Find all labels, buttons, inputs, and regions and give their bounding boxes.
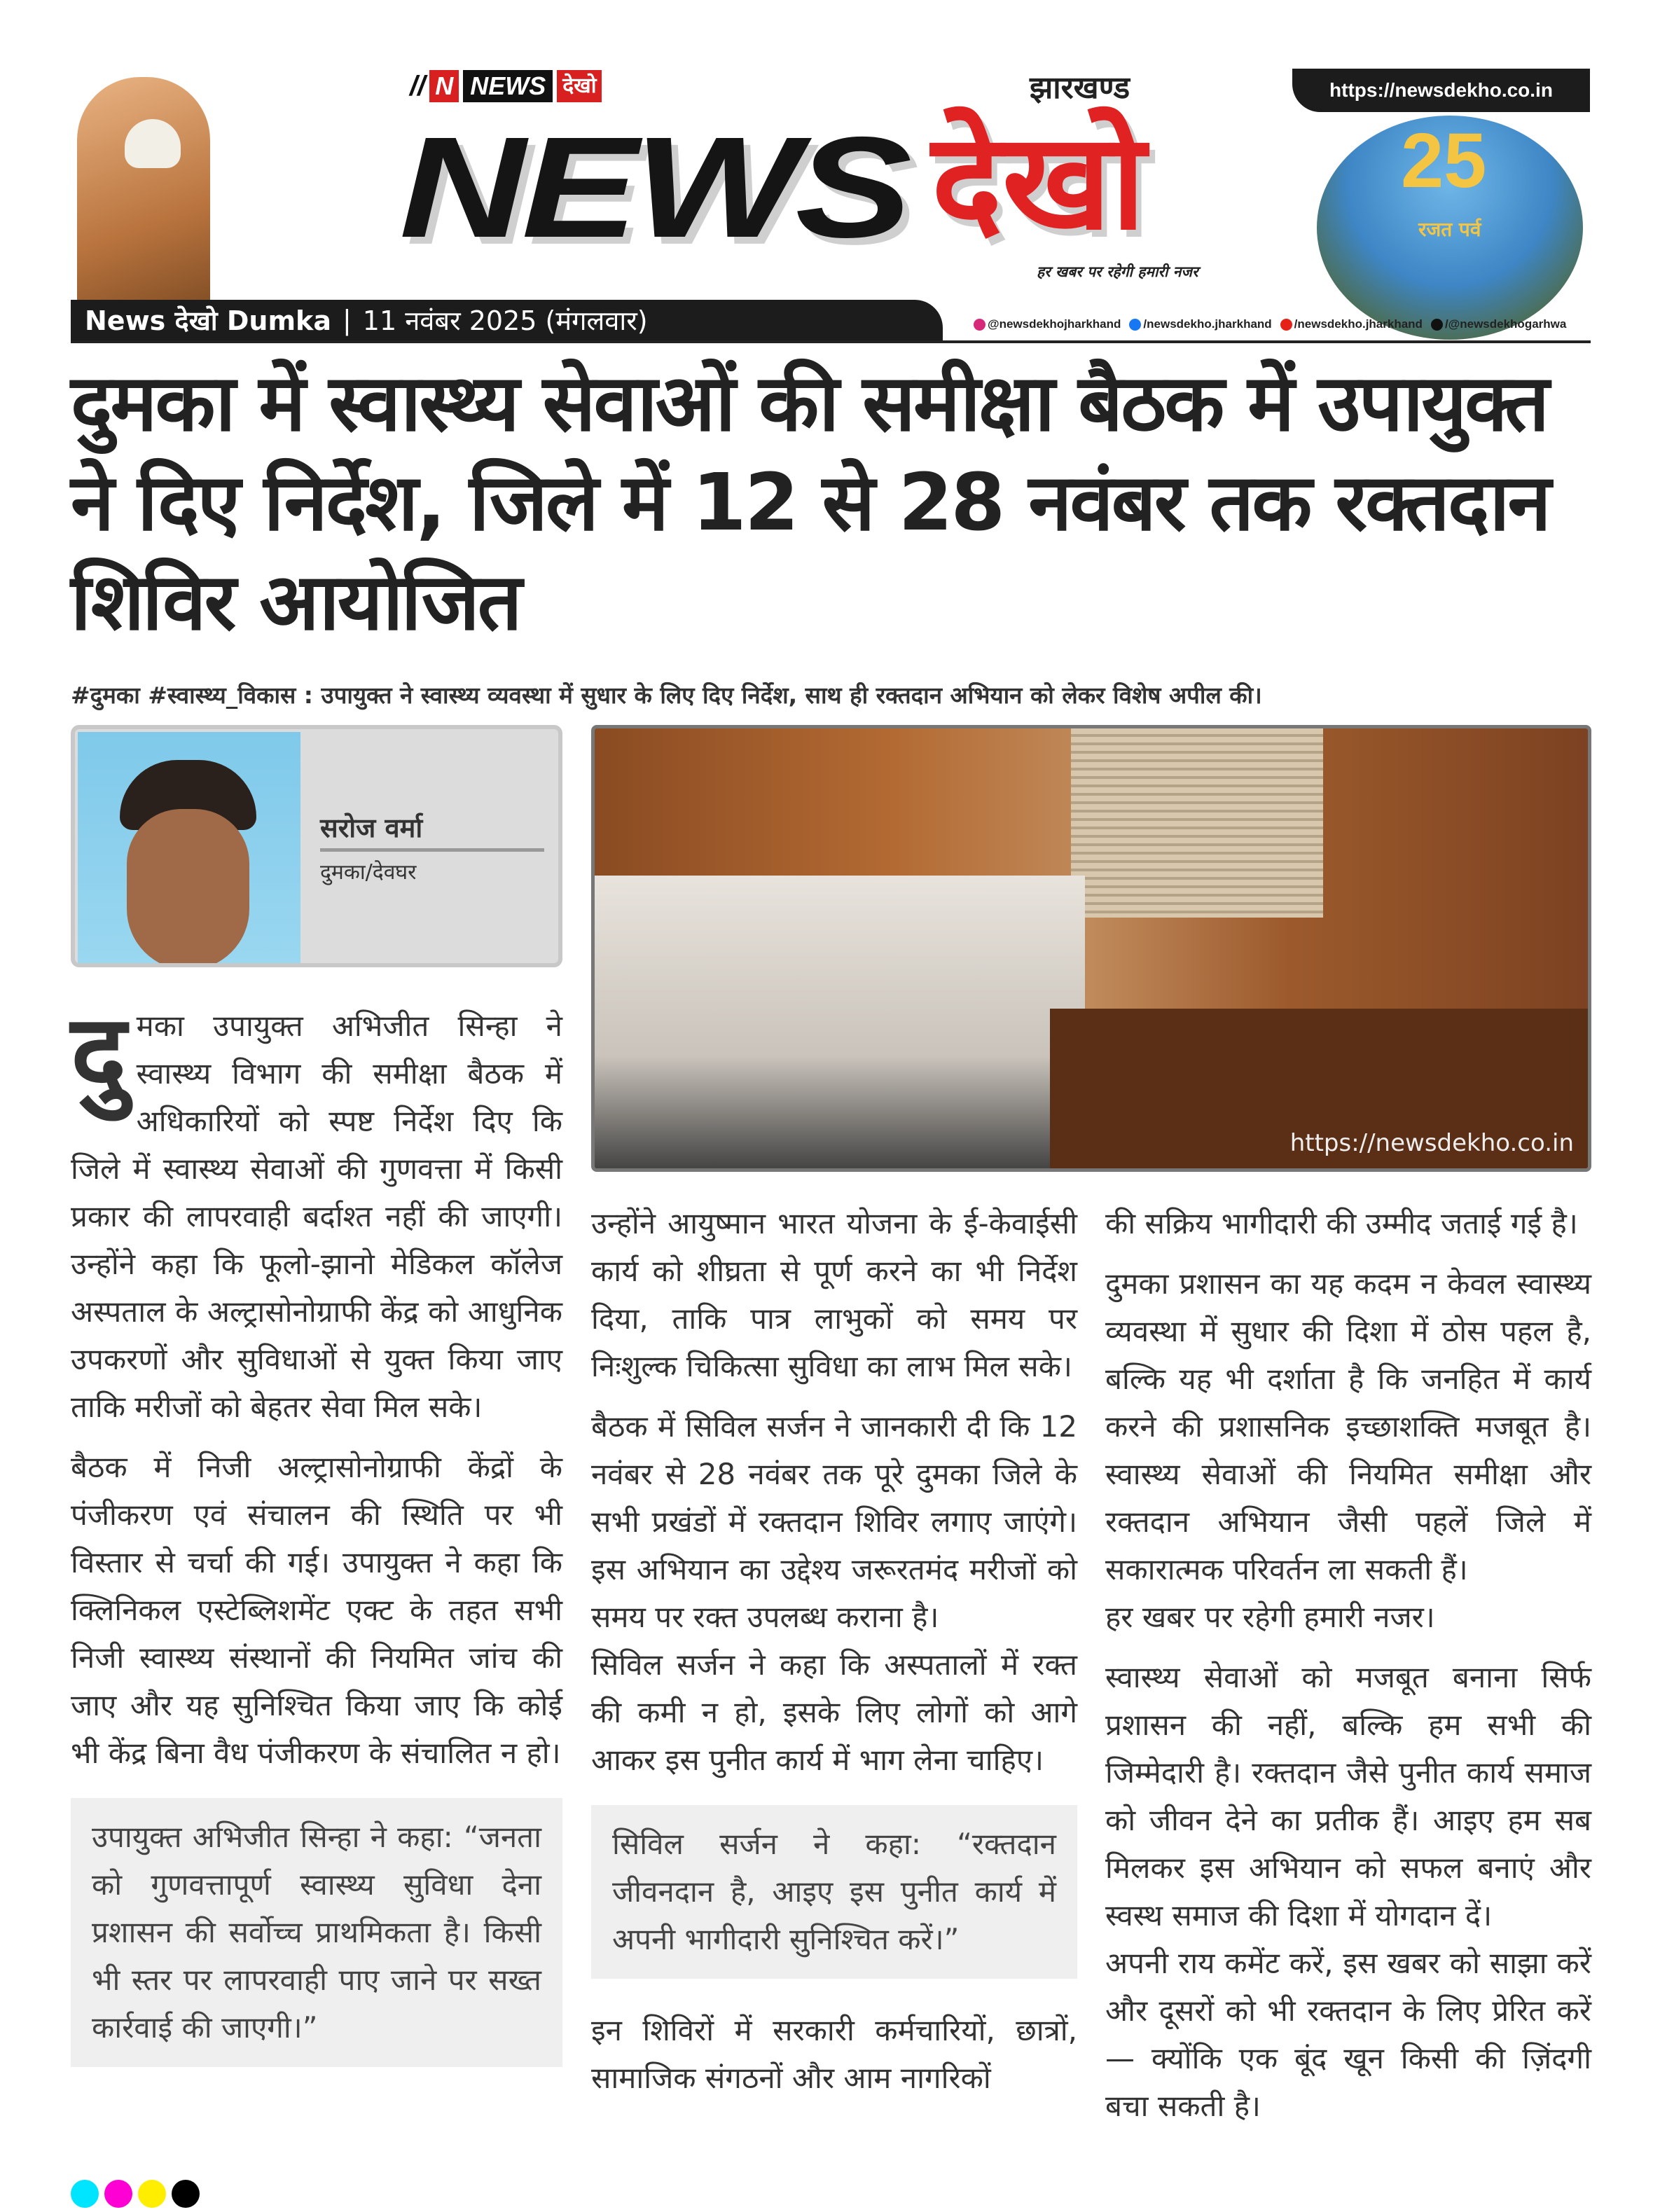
drop-cap: दु bbox=[71, 993, 127, 1114]
photo-watermark: https://newsdekho.co.in bbox=[1289, 1129, 1574, 1157]
small-logo-news: NEWS bbox=[463, 70, 553, 102]
meeting-photo bbox=[591, 725, 1591, 1172]
article bbox=[71, 354, 1591, 2143]
small-logo bbox=[410, 70, 602, 102]
website-url[interactable]: https://newsdekho.co.in bbox=[1292, 69, 1590, 112]
column-2-end: इन शिविरों में सरकारी कर्मचारियों, छात्रों, सामाजिक संगठनों और आम नागरिकों bbox=[591, 2013, 1077, 2095]
article-body bbox=[71, 725, 1591, 2143]
author-name: सरोज वर्मा bbox=[320, 813, 423, 843]
logo-state: झारखण्ड bbox=[1030, 70, 1130, 106]
left-column bbox=[71, 725, 562, 2095]
paragraph: अपनी राय कमेंट करें, इस खबर को साझा करें और दूसरों को भी रक्तदान के लिए प्रेरित करें — क्योंकि एक बूंद खून किसी की ज़िंदगी बचा सकती है। bbox=[1105, 1946, 1591, 2123]
right-area bbox=[591, 725, 1591, 2143]
edition-name: News देखो Dumka bbox=[85, 305, 331, 336]
pull-quote: सिविल सर्जन ने कहा: “रक्तदान जीवनदान है, आइए इस पुनीत कार्य में अपनी भागीदारी सुनिश्चित करें।” bbox=[591, 1805, 1077, 1979]
date: 11 नवंबर 2025 (मंगलवार) bbox=[362, 305, 648, 336]
social-link[interactable]: @newsdekhojharkhand bbox=[974, 317, 1121, 332]
edition-date-bar bbox=[71, 300, 943, 340]
header-divider bbox=[71, 340, 1591, 343]
paragraph-text: मका उपायुक्त अभिजीत सिन्हा ने स्वास्थ्य विभाग की समीक्षा बैठक में अधिकारियों को स्पष्ट निर्देश दिए कि जिले में स्वास्थ्य सेवाओं की गुणवत्ता में किसी प्रकार की लापरवाही बर्दाश्त नहीं की जाएगी। उन्होंने कहा कि फूलो-झानो मेडिकल कॉलेज अस्पताल के अल्ट्रासोनोग्राफी केंद्र को आधुनिक उपकरणों और सुविधाओं से युक्त किया जाए ताकि मरीजों को बेहतर सेवा मिल सके। bbox=[71, 1009, 562, 1424]
x-icon bbox=[1431, 319, 1443, 331]
social-link[interactable]: /newsdekho.jharkhand bbox=[1280, 317, 1423, 332]
logo-slashes: // bbox=[410, 71, 426, 102]
cmyk-dot bbox=[172, 2180, 200, 2208]
lower-columns bbox=[591, 1200, 1591, 2143]
small-logo-dekho: देखो bbox=[557, 70, 602, 102]
paragraph bbox=[71, 993, 562, 1431]
column-2 bbox=[591, 1200, 1077, 2143]
paragraph: सिविल सर्जन ने कहा कि अस्पतालों में रक्त की कमी न हो, इसके लिए लोगों को आगे आकर इस पुनीत कार्य में भाग लेना चाहिए। bbox=[591, 1647, 1077, 1777]
separator: | bbox=[342, 305, 352, 336]
pull-quote: उपायुक्त अभिजीत सिन्हा ने कहा: “जनता को गुणवत्तापूर्ण स्वास्थ्य सुविधा देना प्रशासन की सर्वोच्च प्राथमिकता है। किसी भी स्तर पर लापरवाही पाए जाने पर सख्त कार्रवाई की जाएगी।” bbox=[71, 1798, 562, 2067]
paragraph: बैठक में सिविल सर्जन ने जानकारी दी कि 12 नवंबर से 28 नवंबर तक पूरे दुमका जिले के सभी प्रखंडों में रक्तदान शिविर लगाए जाएंगे। इस अभियान का उद्देश्य जरूरतमंद मरीजों को समय पर रक्त उपलब्ध कराना है। bbox=[591, 1409, 1077, 1634]
logo-n-mark: N bbox=[429, 70, 459, 102]
paragraph: स्वास्थ्य सेवाओं को मजबूत बनाना सिर्फ प्रशासन की नहीं, बल्कि हम सभी की जिम्मेदारी है। रक्तदान जैसे पुनीत कार्य समाज को जीवन देने का प्रतीक हैं। आइए हम सब मिलकर इस अभियान को सफल बनाएं और स्वस्थ समाज की दिशा में योगदान दें। bbox=[1105, 1660, 1591, 1933]
logo-dekho-text: देखो bbox=[932, 104, 1146, 259]
facebook-icon bbox=[1129, 319, 1141, 331]
headline: दुमका में स्वास्थ्य सेवाओं की समीक्षा बैठक में उपायुक्त ने दिए निर्देश, जिले में 12 से 28 नवंबर तक रक्तदान शिविर आयोजित bbox=[71, 358, 1549, 648]
instagram-icon bbox=[974, 319, 985, 331]
social-link[interactable]: /newsdekho.jharkhand bbox=[1129, 317, 1271, 332]
column-3 bbox=[1105, 1200, 1591, 2143]
cmyk-dot bbox=[104, 2180, 132, 2208]
paragraph: बैठक में निजी अल्ट्रासोनोग्राफी केंद्रों के पंजीकरण एवं संचालन की स्थिति पर भी विस्तार से चर्चा की गई। उपायुक्त ने कहा कि क्लिनिकल एस्टेब्लिशमेंट एक्ट के तहत सभी निजी स्वास्थ्य संस्थानों की नियमित जांच की जाए और यह सुनिश्चित किया जाए कि कोई भी केंद्र बिना वैध पंजीकरण के संचालित न हो। bbox=[71, 1450, 562, 1770]
youtube-icon bbox=[1280, 319, 1292, 331]
cmyk-marks bbox=[71, 2180, 200, 2208]
paragraph: दुमका प्रशासन का यह कदम न केवल स्वास्थ्य व्यवस्था में सुधार की दिशा में ठोस पहल है, बल्कि यह भी दर्शाता है कि जनहित में कार्य करने की प्रशासनिक इच्छाशक्ति मजबूत है। स्वास्थ्य सेवाओं की नियमित समीक्षा और रक्तदान अभियान जैसी पहलें जिले में सकारात्मक परिवर्तन ला सकती हैं। bbox=[1105, 1266, 1591, 1587]
cmyk-dot bbox=[71, 2180, 99, 2208]
paragraph: हर खबर पर रहेगी हमारी नजर। bbox=[1105, 1600, 1435, 1634]
turban-illustration bbox=[125, 119, 181, 168]
author-photo bbox=[78, 732, 300, 963]
social-link[interactable]: /@newsdekhogarhwa bbox=[1431, 317, 1566, 332]
author-location: दुमका/देवघर bbox=[320, 860, 417, 885]
badge-number: 25 bbox=[1401, 118, 1487, 204]
author-card bbox=[71, 725, 562, 967]
tribal-hero-illustration bbox=[77, 77, 210, 319]
tagline: हर खबर पर रहेगी हमारी नजर bbox=[1037, 263, 1198, 280]
paragraph: की सक्रिय भागीदारी की उम्मीद जताई गई है। bbox=[1105, 1206, 1578, 1240]
paragraph: उन्होंने आयुष्मान भारत योजना के ई-केवाईसी कार्य को शीघ्रता से पूर्ण करने का भी निर्देश दिया, ताकि पात्र लाभुकों को समय पर निःशुल्क चिकित्सा सुविधा का लाभ मिल सके। bbox=[591, 1206, 1077, 1383]
social-links bbox=[974, 317, 1566, 332]
badge-text: रजत पर्व bbox=[1418, 218, 1481, 241]
author-divider bbox=[320, 848, 544, 852]
column-1 bbox=[71, 993, 562, 2067]
logo-news-text: NEWS bbox=[399, 106, 908, 268]
subheadline: #दुमका #स्वास्थ्य_विकास : उपायुक्त ने स्वास्थ्य व्यवस्था में सुधार के लिए दिए निर्देश, साथ ही रक्तदान अभियान को लेकर विशेष अपील की। bbox=[71, 682, 1262, 709]
cmyk-dot bbox=[138, 2180, 166, 2208]
